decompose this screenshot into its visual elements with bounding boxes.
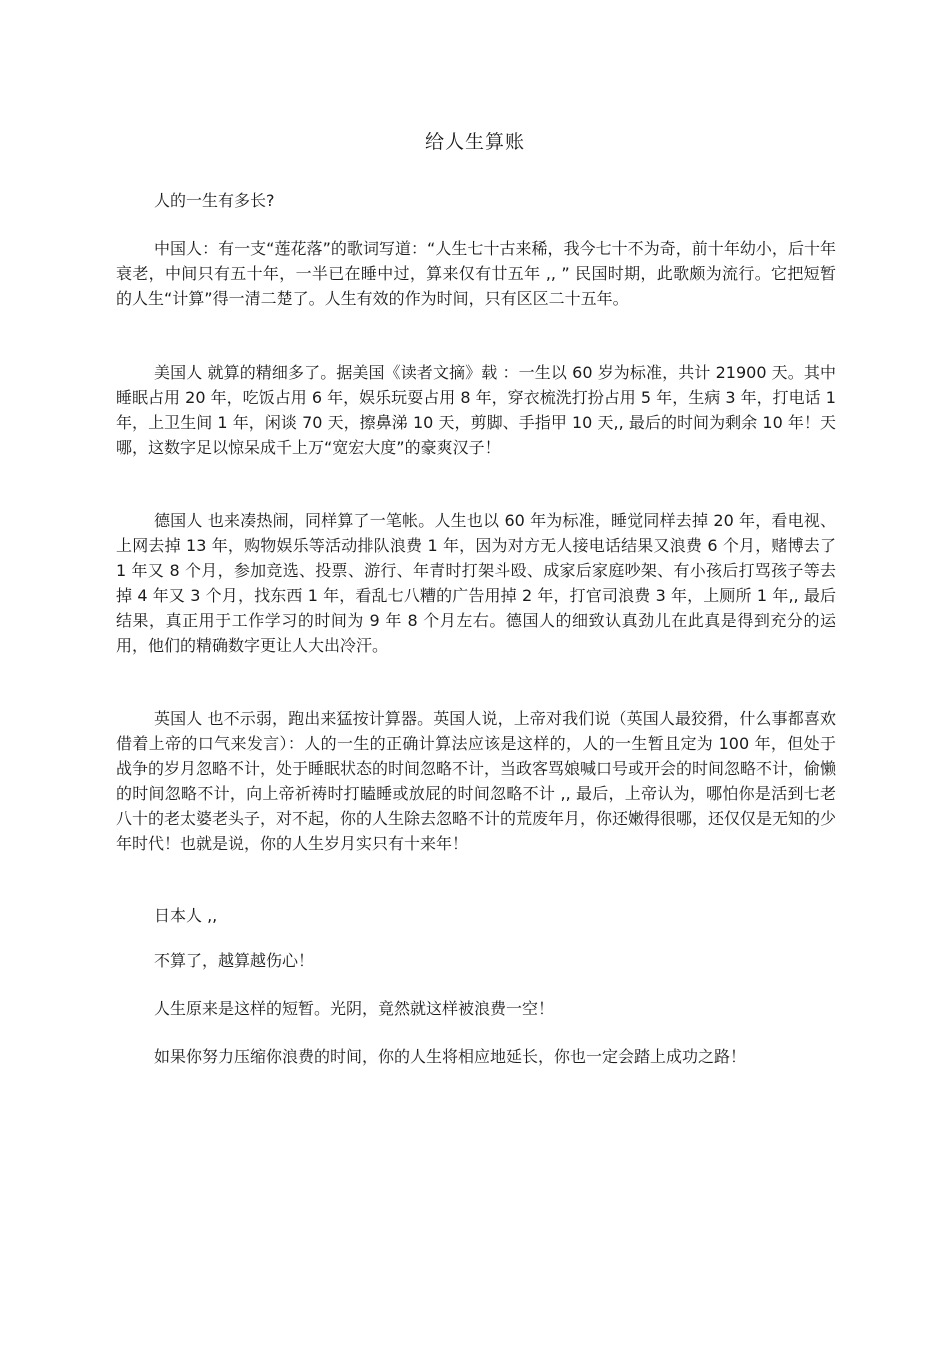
document-title: 给人生算账	[424, 131, 525, 153]
paragraph-intro-question: 人的一生有多长?	[154, 191, 275, 210]
paragraph-life-short: 人生原来是这样的短暂。光阴，竟然就这样被浪费一空！	[154, 999, 555, 1018]
paragraph-american: 美国人 就算的精细多了。据美国《读者文摘》载 ：一生以 60 岁为标准，共计 21900 天。其中睡眠占用 20 年，吃饭占用 6 年，娱乐玩耍占用 8 年，穿衣梳洗打扮占用 5 年，生病 3 年，打电话 1 年，上卫生间 1 年，闲谈 70 天，擦鼻涕 10 天，剪脚、手指甲 10 天,, 最后的时间为剩余 10 年！天哪，这数字足以惊呆成千上万“宽宏大度”的豪爽汉子！	[116, 363, 836, 457]
paragraph-chinese: 中国人：有一支“莲花落”的歌词写道：“人生七十古来稀，我今七十不为奇，前十年幼小，后十年衰老，中间只有五十年，一半已在睡中过，算来仅有廿五年 ,, ” 民国时期，此歌颇为流行。它把短暂的人生“计算”得一清二楚了。人生有效的作为时间，只有区区二十五年。	[116, 239, 836, 308]
paragraph-british: 英国人 也不示弱，跑出来猛按计算器。英国人说，上帝对我们说（英国人最狡猾，什么事都喜欢借着上帝的口气来发言）：人的一生的正确计算法应该是这样的，人的一生暂且定为 100 年，但处于战争的岁月忽略不计，处于睡眠状态的时间忽略不计，当政客骂娘喊口号或开会的时间忽略不计，偷懒的时间忽略不计，向上帝祈祷时打瞌睡或放屁的时间忽略不计 ,, 最后，上帝认为，哪怕你是活到七老八十的老太婆老头子，对不起，你的人生除去忽略不计的荒废年月，你还嫩得很哪，还仅仅是无知的少年时代！也就是说，你的人生岁月实只有十来年！	[116, 709, 837, 853]
paragraph-german: 德国人 也来凑热闹，同样算了一笔帐。人生也以 60 年为标准，睡觉同样去掉 20 年，看电视、上网去掉 13 年，购物娱乐等活动排队浪费 1 年，因为对方无人接电话结果又浪费 6 个月，赌博去了 1 年又 8 个月，参加竞选、投票、游行、年青时打架斗殴、成家后家庭吵架、有小孩后打骂孩子等去掉 4 年又 3 个月，找东西 1 年，看乱七八糟的广告用掉 2 年，打官司浪费 3 年，上厕所 1 年,, 最后结果，真正用于工作学习的时间为 9 年 8 个月左右。德国人的细致认真劲儿在此真是得到充分的运用，他们的精确数字更让人大出冷汗。	[116, 511, 836, 655]
paragraph-stop-counting: 不算了，越算越伤心！	[154, 951, 315, 970]
paragraph-japanese: 日本人 ,,	[154, 906, 218, 925]
paragraph-conclusion: 如果你努力压缩你浪费的时间，你的人生将相应地延长，你也一定会踏上成功之路！	[154, 1047, 747, 1066]
